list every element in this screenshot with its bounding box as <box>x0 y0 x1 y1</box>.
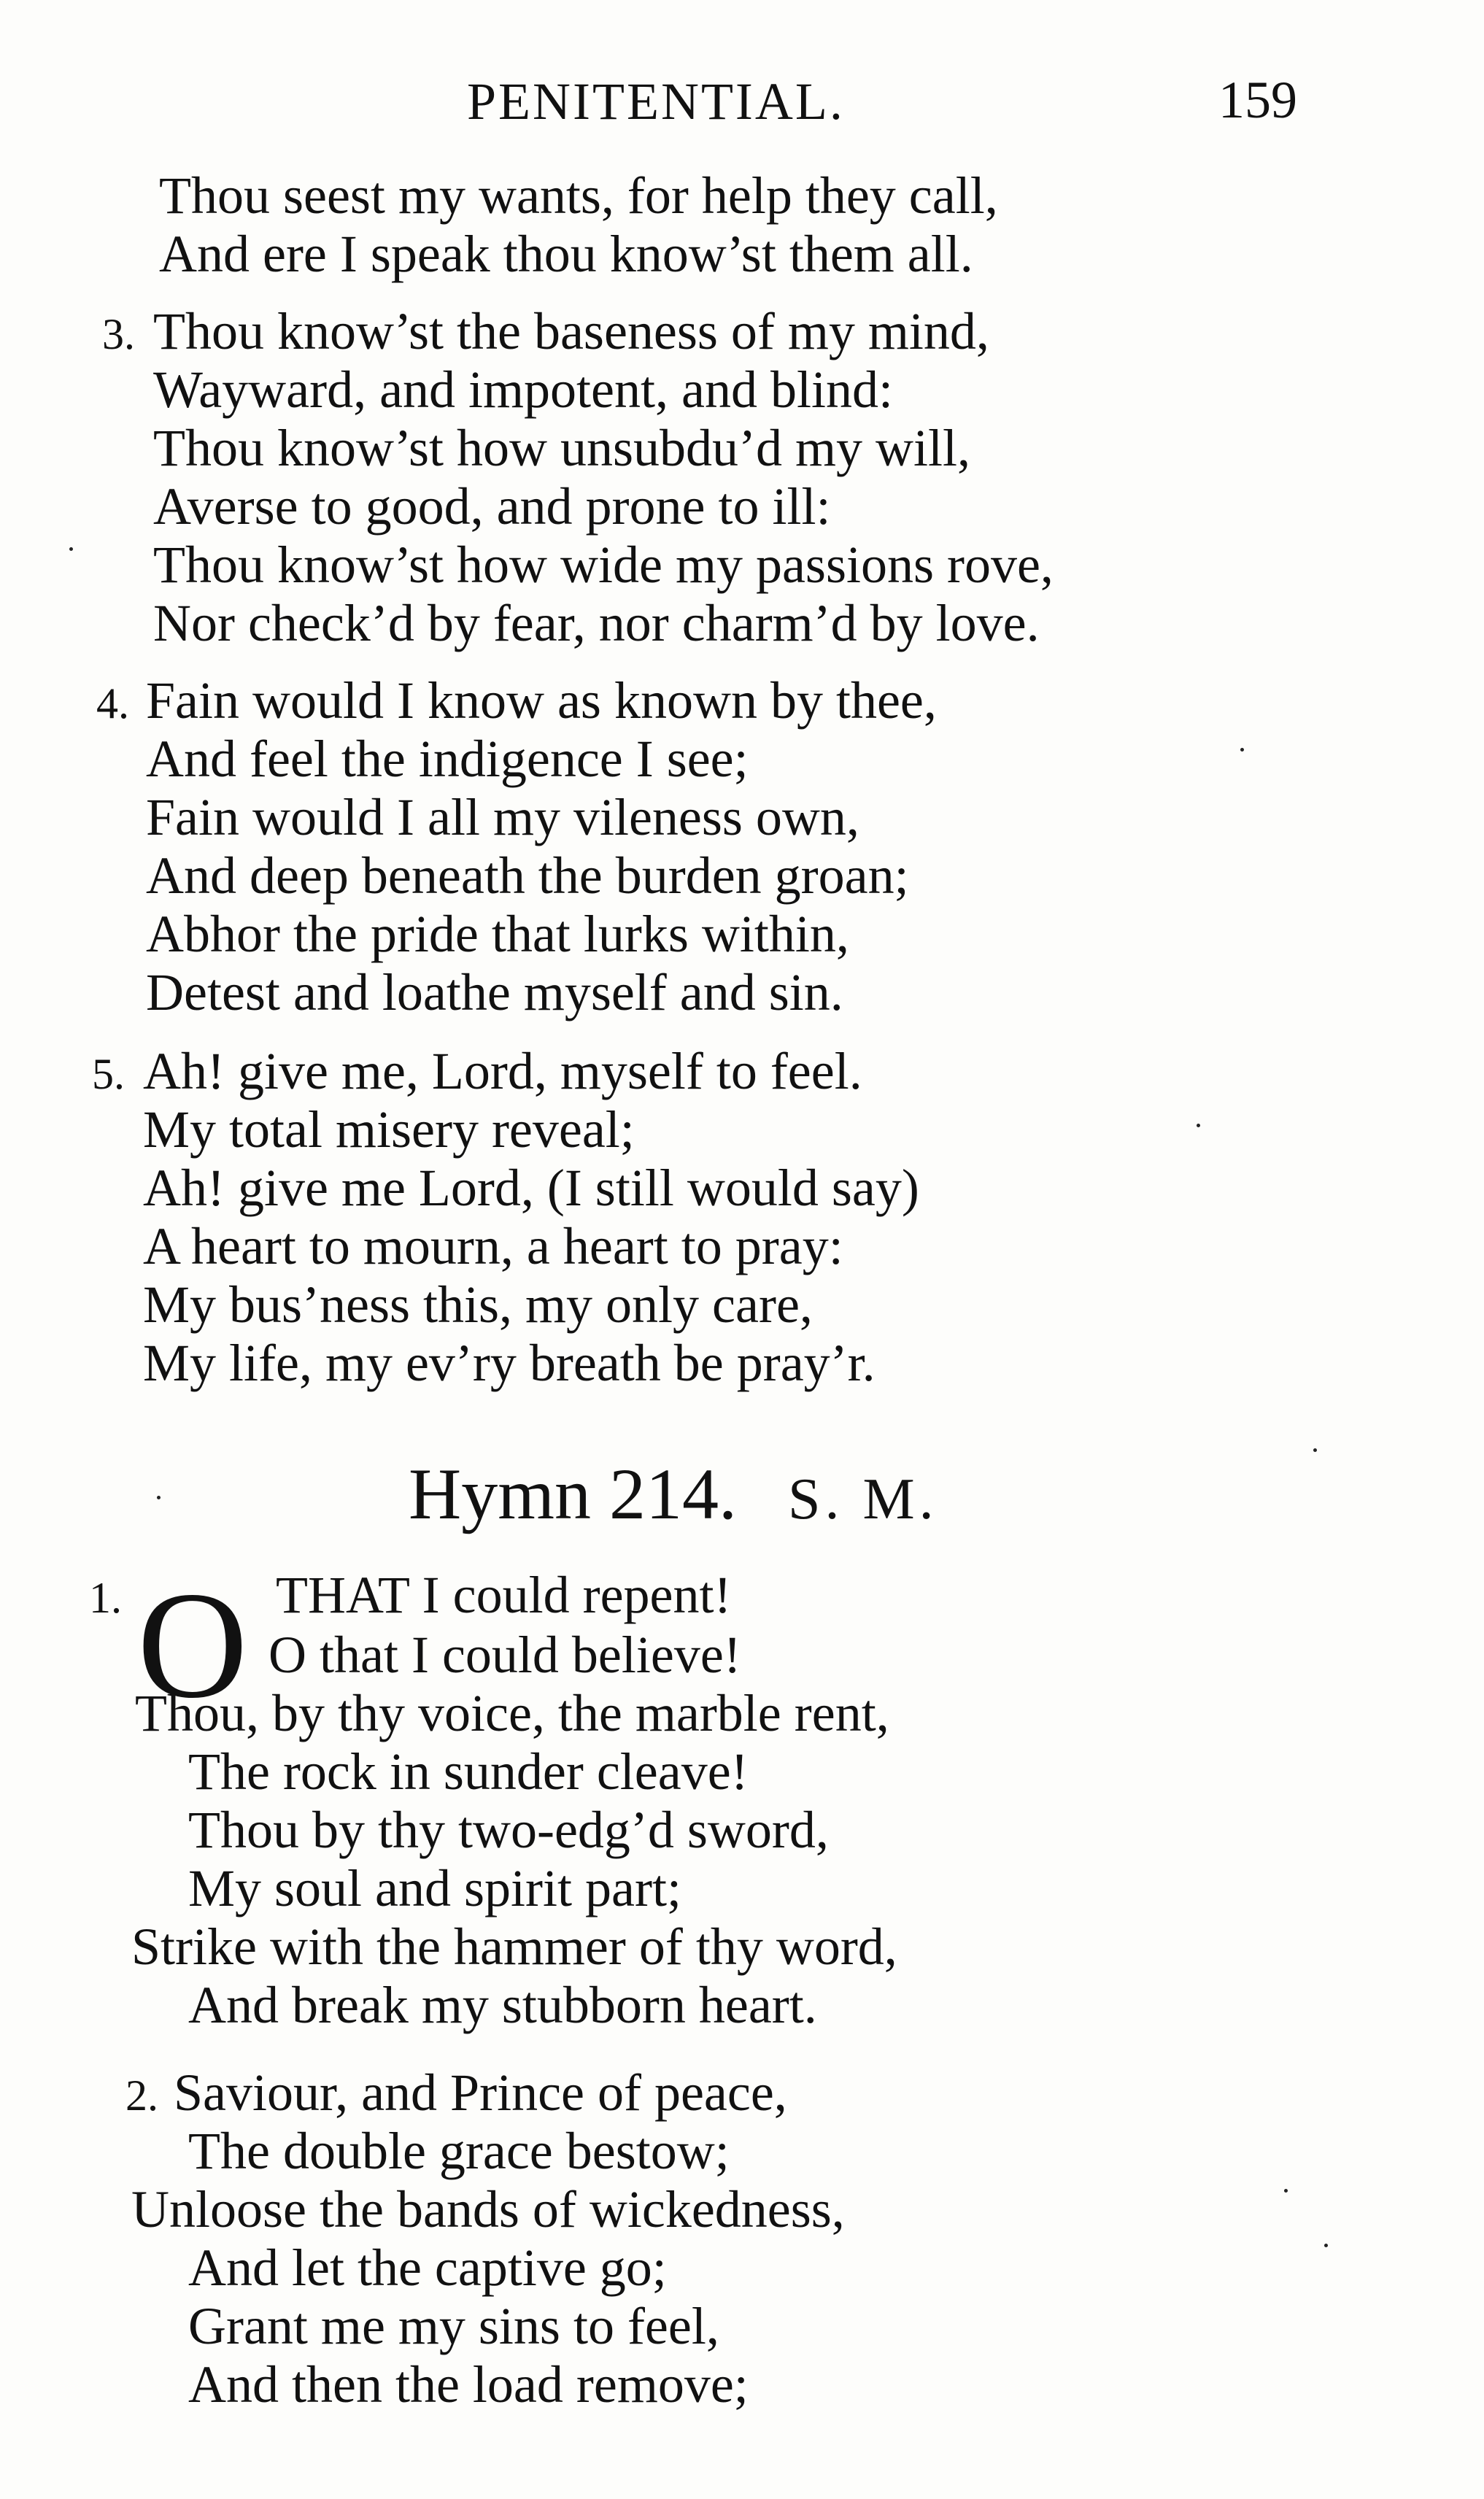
verse-line: My bus’ness this, my only care, <box>143 1275 813 1334</box>
drop-cap: O <box>137 1561 248 1730</box>
verse-line: And let the captive go; <box>188 2239 667 2297</box>
verse-line: Thou know’st how unsubdu’d my will, <box>153 419 971 477</box>
print-speck <box>1197 1124 1200 1127</box>
print-speck <box>157 1496 161 1499</box>
hymn-title <box>409 1452 938 1536</box>
stanza-number: 2. <box>125 2071 158 2120</box>
verse-line: Nor check’d by fear, nor charm’d by love. <box>153 594 1040 652</box>
print-speck <box>69 547 73 551</box>
verse-line: And ere I speak thou know’st them all. <box>159 225 973 283</box>
stanza-number: 4. <box>96 679 129 727</box>
verse-line: Grant me my sins to feel, <box>188 2297 719 2355</box>
verse-line: Strike with the hammer of thy word, <box>131 1917 897 1976</box>
verse-line: Thou know’st the baseness of my mind, <box>153 302 989 360</box>
stanza-number: 3. <box>102 310 135 358</box>
verse-line: Averse to good, and prone to ill: <box>153 477 831 536</box>
verse-line: Thou by thy two-edg’d sword, <box>188 1801 829 1859</box>
verse-line: My total misery reveal; <box>143 1100 635 1159</box>
verse-line: The rock in sunder cleave! <box>188 1742 749 1801</box>
verse-line: Thou, by thy voice, the marble rent, <box>135 1684 889 1742</box>
verse-line: A heart to mourn, a heart to pray: <box>143 1217 843 1275</box>
verse-line: Ah! give me, Lord, myself to feel. <box>143 1042 862 1100</box>
stanza-number: 5. <box>92 1050 125 1098</box>
verse-line: And feel the indigence I see; <box>146 730 749 788</box>
verse-line: My life, my ev’ry breath be pray’r. <box>143 1334 876 1392</box>
verse-line: Fain would I all my vileness own, <box>146 788 859 846</box>
cropped-top-line <box>0 0 1484 12</box>
verse-line: And then the load remove; <box>188 2355 749 2414</box>
print-speck <box>1324 2244 1328 2247</box>
hymn-number: Hymn 214. <box>409 1453 737 1534</box>
running-header: PENITENTIAL. <box>467 72 845 131</box>
verse-line: Saviour, and Prince of peace, <box>174 2063 787 2122</box>
verse-line: Wayward, and impotent, and blind: <box>153 360 893 419</box>
print-speck <box>1313 1448 1317 1452</box>
verse-line: Thou seest my wants, for help they call, <box>159 166 998 225</box>
verse-line: Abhor the pride that lurks within, <box>146 905 849 963</box>
verse-line: THAT I could repent! <box>276 1566 732 1624</box>
hymn-meter: S. M. <box>788 1467 938 1532</box>
verse-line: Ah! give me Lord, (I still would say) <box>143 1159 919 1217</box>
print-speck <box>1284 2189 1288 2193</box>
verse-line: Thou know’st how wide my passions rove, <box>153 536 1054 594</box>
verse-line: Fain would I know as known by thee, <box>146 671 937 730</box>
verse-line: Detest and loathe myself and sin. <box>146 963 843 1021</box>
verse-line: And deep beneath the burden groan; <box>146 846 909 905</box>
verse-line: The double grace bestow; <box>188 2122 730 2180</box>
page-number: 159 <box>1218 71 1297 129</box>
verse-line: O that I could believe! <box>268 1626 741 1684</box>
verse-line: Unloose the bands of wickedness, <box>131 2180 845 2239</box>
print-speck <box>1240 748 1244 752</box>
verse-line: And break my stubborn heart. <box>188 1976 817 2034</box>
stanza-number: 1. <box>89 1574 122 1622</box>
verse-line: My soul and spirit part; <box>188 1859 681 1917</box>
